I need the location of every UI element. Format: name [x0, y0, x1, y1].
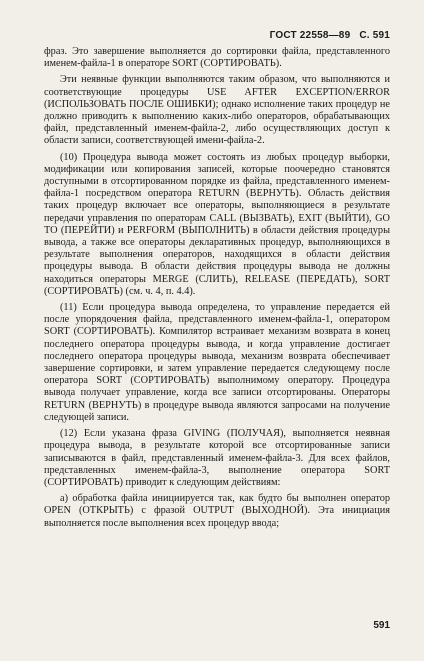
- paragraph-11: (11) Если процедура вывода определена, то управление передается ей после упорядочения файла, представленного именем-файла-1, оператором SORT (СОРТИРОВАТЬ). Компилятор встраивает механизм возврата в конец последнего оператора процедуры вывода, и когда управление достигает последнего оператора процедуры вывода, механизм возврата обеспечивает завершение сортировки, и затем управление передается следующему после оператора SORT (СОРТИРОВАТЬ) выполнимому оператору. Процедура вывода получает управление, когда все записи отсортированы. Операторы RETURN (ВЕРНУТЬ) в процедуре вывода являются запросами на получение следующей записи.: [44, 302, 390, 423]
- standard-number: ГОСТ 22558—89: [269, 30, 351, 41]
- page-header: [264, 30, 390, 41]
- paragraph-10: (10) Процедура вывода может состоять из любых процедур выборки, модификации или копирования записей, которые поочередно становятся доступными в отсортированном порядке из файла, представленного именем-файла-1 посредством оператора RETURN (ВЕРНУТЬ). Область действия таких процедур включает все операторы, выполняющиеся в результате передачи управления по операторам CALL (ВЫЗВАТЬ), EXIT (ВЫЙТИ), GO TO (ПЕРЕЙТИ) и PERFORM (ВЫПОЛНИТЬ) в области действия процедуры вывода, а также все операторы декларативных процедур, выполняющихся в результате выполнения операторов, находящихся в области действия процедуры вывода. В области действия процедуры вывода не должны находиться операторы MERGE (СЛИТЬ), RELEASE (ПЕРЕДАТЬ), SORT (СОРТИРОВАТЬ) (см. ч. 4, п. 4.4).: [44, 151, 390, 297]
- header-page-number: С. 591: [359, 30, 390, 41]
- paragraph-12: (12) Если указана фраза GIVING (ПОЛУЧАЯ), выполняется неявная процедура вывода, в результате которой все отсортированные записи записываются в файл, представленный именем-файла-3. Для всех файлов, представленных именем-файла-3, выполнение оператора SORT (СОРТИРОВАТЬ) приводит к следующим действиям:: [44, 428, 390, 488]
- footer-page-number: 591: [373, 620, 390, 631]
- paragraph-implicit-functions: Эти неявные функции выполняются таким образом, что выполняются и соответствующие процедуры USE AFTER EXCEPTION/ERROR (ИСПОЛЬЗОВАТЬ ПОСЛЕ ОШИБКИ); однако исполнение таких процедур не должно приводить к выполнению каких-либо операторов, обрабатывающих файл, представленный именем-файла-2, либо осуществляющих доступ к области записи, соответствующей имени-файла-2.: [44, 74, 390, 147]
- paragraph-list-a: а) обработка файла инициируется так, как будто бы выполнен оператор OPEN (ОТКРЫТЬ) с фразой OUTPUT (ВЫХОДНОЙ). Эта инициация выполняется после выполнения всех процедур ввода;: [44, 493, 390, 529]
- document-body: [44, 46, 390, 534]
- paragraph-continuation: фраз. Это завершение выполняется до сортировки файла, представленного именем-файла-1 в операторе SORT (СОРТИРОВАТЬ).: [44, 46, 390, 70]
